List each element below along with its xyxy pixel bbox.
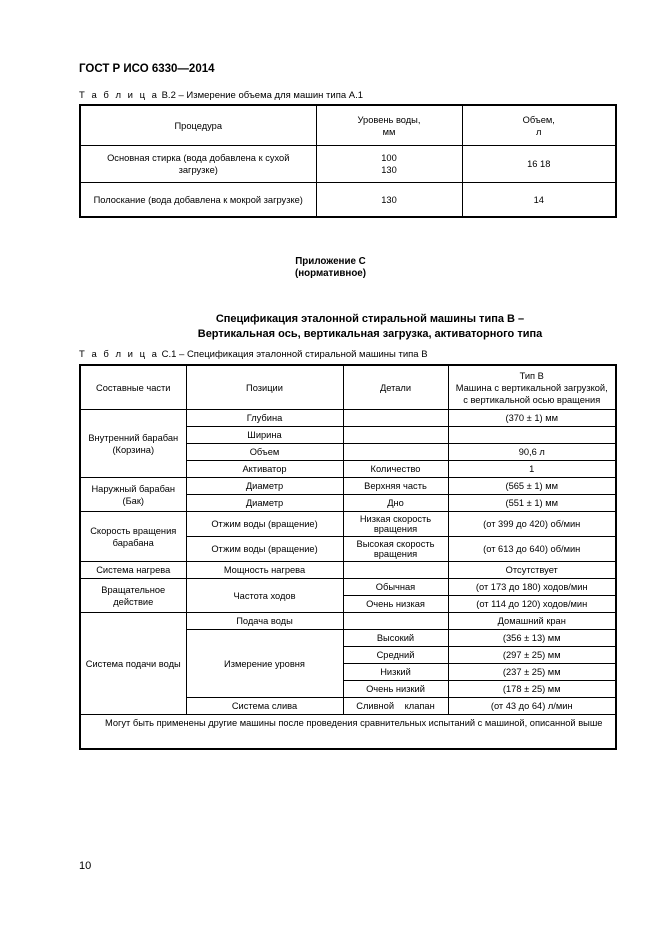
appendix-heading <box>0 256 661 280</box>
column-header-details: Детали <box>343 365 448 410</box>
value-cell: (356 ± 13) мм <box>448 630 616 647</box>
table-header-row <box>80 365 616 410</box>
position-cell: Активатор <box>186 461 343 478</box>
position-cell: Измерение уровня <box>186 630 343 698</box>
table-row <box>80 146 616 183</box>
table-b2 <box>79 104 617 218</box>
position-cell: Подача воды <box>186 613 343 630</box>
value-cell: (370 ± 1) мм <box>448 410 616 427</box>
position-cell: Отжим воды (вращение) <box>186 512 343 537</box>
position-cell: Диаметр <box>186 495 343 512</box>
water-level-cell: 130 <box>316 183 462 218</box>
column-header-procedure: Процедура <box>80 105 316 146</box>
caption-text: В.2 – Измерение объема для машин типа А.1 <box>158 90 364 101</box>
value-cell: (178 ± 25) мм <box>448 681 616 698</box>
part-rotary-action: Вращательное действие <box>80 579 186 613</box>
position-cell: Глубина <box>186 410 343 427</box>
water-level-cell: 100 130 <box>316 146 462 183</box>
table-row <box>80 183 616 218</box>
detail-cell: Дно <box>343 495 448 512</box>
caption-prefix: Т а б л и ц а <box>79 349 159 360</box>
detail-cell: Высокая скорость вращения <box>343 537 448 562</box>
detail-cell: Средний <box>343 647 448 664</box>
table-row <box>80 562 616 579</box>
detail-cell <box>343 444 448 461</box>
table-row <box>80 512 616 537</box>
value-cell: 90,6 л <box>448 444 616 461</box>
section-title-line-1: Спецификация эталонной стиральной машины типа В – <box>215 313 525 325</box>
value-cell: (от 114 до 120) ходов/мин <box>448 596 616 613</box>
detail-cell: Количество <box>343 461 448 478</box>
column-header-positions: Позиции <box>186 365 343 410</box>
position-cell: Диаметр <box>186 478 343 495</box>
procedure-cell: Полоскание (вода добавлена к мокрой загрузке) <box>80 183 316 218</box>
column-header-water-level: Уровень воды, мм <box>316 105 462 146</box>
page-number: 10 <box>79 860 92 872</box>
table-row <box>80 579 616 596</box>
procedure-cell: Основная стирка (вода добавлена к сухой загрузке) <box>80 146 316 183</box>
part-rotation-speed: Скорость вращения барабана <box>80 512 186 562</box>
detail-cell: Низкая скорость вращения <box>343 512 448 537</box>
table-b2-caption <box>79 90 363 101</box>
table-c1 <box>79 364 617 750</box>
position-cell: Мощность нагрева <box>186 562 343 579</box>
table-row <box>80 613 616 630</box>
table-row <box>80 410 616 427</box>
value-cell: (237 ± 25) мм <box>448 664 616 681</box>
column-header-parts: Составные части <box>80 365 186 410</box>
appendix-title: Приложение С <box>295 256 366 267</box>
value-cell: (297 ± 25) мм <box>448 647 616 664</box>
table-c1-caption <box>79 349 428 360</box>
detail-cell <box>343 427 448 444</box>
section-title-line-2: Вертикальная ось, вертикальная загрузка, активаторного типа <box>197 328 543 340</box>
value-cell <box>448 427 616 444</box>
value-cell: Отсутствует <box>448 562 616 579</box>
detail-cell: Очень низкий <box>343 681 448 698</box>
detail-cell <box>343 613 448 630</box>
position-cell: Ширина <box>186 427 343 444</box>
part-inner-drum: Внутренний барабан (Корзина) <box>80 410 186 478</box>
detail-cell: Очень низкая <box>343 596 448 613</box>
detail-cell: Низкий <box>343 664 448 681</box>
value-cell: (от 399 до 420) об/мин <box>448 512 616 537</box>
position-cell: Система слива <box>186 698 343 715</box>
table-note: Могут быть применены другие машины после проведения сравнительных испытаний с машиной, описанной выше <box>80 715 616 750</box>
section-title <box>160 312 580 342</box>
detail-cell: Высокий <box>343 630 448 647</box>
column-header-volume: Объем, л <box>462 105 616 146</box>
value-cell: (565 ± 1) мм <box>448 478 616 495</box>
caption-text: С.1 – Спецификация эталонной стиральной машины типа В <box>158 349 428 360</box>
value-cell: 1 <box>448 461 616 478</box>
part-water-supply: Система подачи воды <box>80 613 186 715</box>
value-cell: (551 ± 1) мм <box>448 495 616 512</box>
value-cell: (от 173 до 180) ходов/мин <box>448 579 616 596</box>
appendix-type: (нормативное) <box>294 268 367 279</box>
part-heating: Система нагрева <box>80 562 186 579</box>
position-cell: Частота ходов <box>186 579 343 613</box>
position-cell: Объем <box>186 444 343 461</box>
volume-cell: 14 <box>462 183 616 218</box>
caption-prefix: Т а б л и ц а <box>79 90 159 101</box>
detail-cell: Обычная <box>343 579 448 596</box>
detail-cell: Верхняя часть <box>343 478 448 495</box>
detail-cell <box>343 410 448 427</box>
value-cell: (от 43 до 64) л/мин <box>448 698 616 715</box>
value-cell: Домашний кран <box>448 613 616 630</box>
table-header-row <box>80 105 616 146</box>
detail-cell <box>343 562 448 579</box>
table-note-row <box>80 715 616 750</box>
part-outer-drum: Наружный барабан (Бак) <box>80 478 186 512</box>
table-row <box>80 478 616 495</box>
column-header-type-b: Тип В Машина с вертикальной загрузкой, с вертикальной осью вращения <box>448 365 616 410</box>
detail-cell: Сливной клапан <box>343 698 448 715</box>
volume-cell: 16 18 <box>462 146 616 183</box>
position-cell: Отжим воды (вращение) <box>186 537 343 562</box>
value-cell: (от 613 до 640) об/мин <box>448 537 616 562</box>
document-header: ГОСТ Р ИСО 6330—2014 <box>79 63 215 75</box>
